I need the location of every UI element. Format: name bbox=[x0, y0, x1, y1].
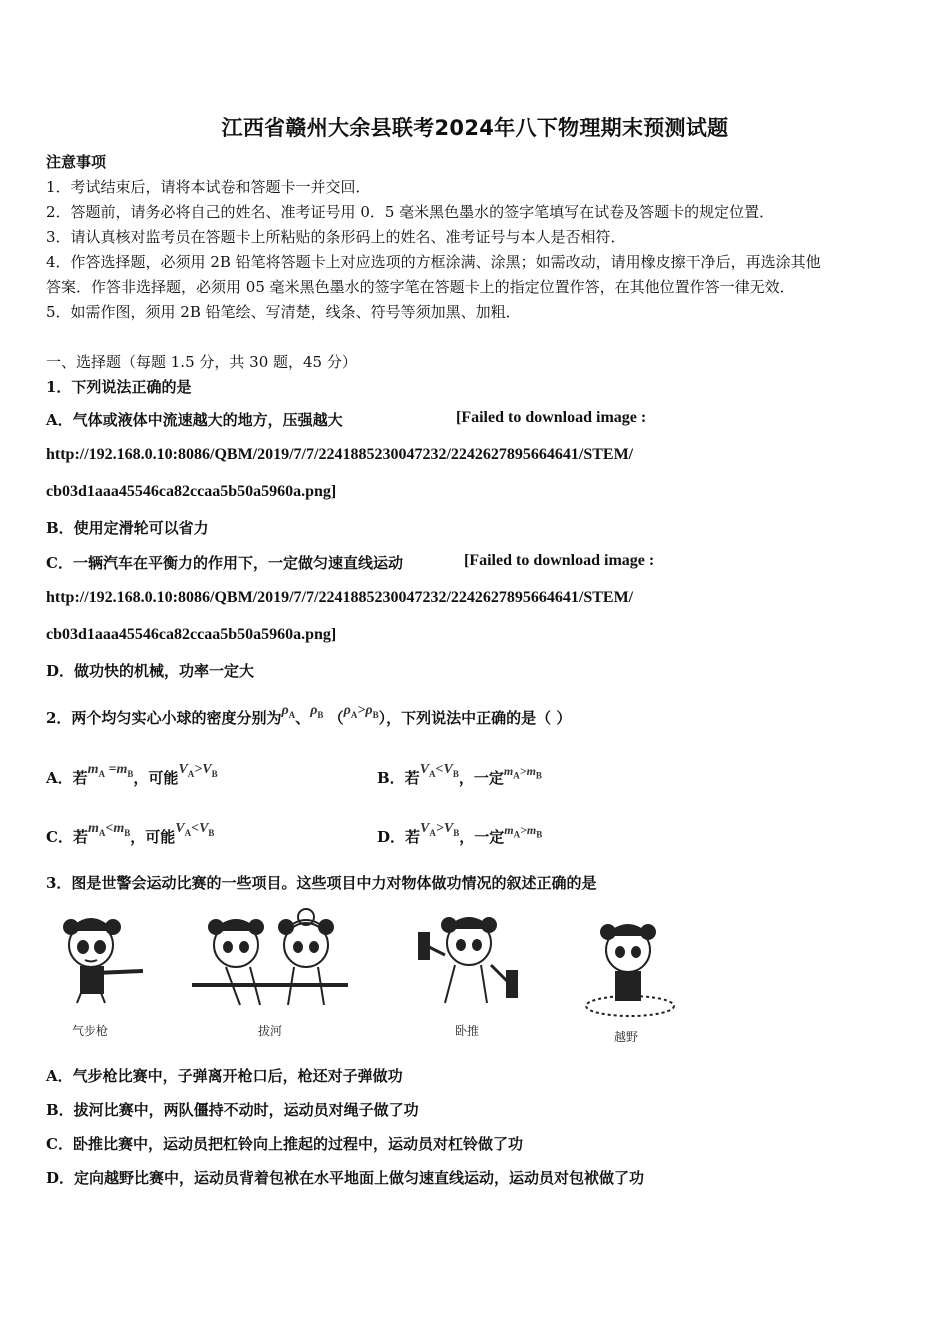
notice-item-3: 3．请认真核对监考员在答题卡上所粘贴的条形码上的姓名、准考证号与本人是否相符． bbox=[46, 228, 626, 246]
air-rifle-figure bbox=[55, 905, 145, 1005]
q3-option-d: D．定向越野比赛中，运动员背着包袱在水平地面上做匀速直线运动，运动员对包袱做了功 bbox=[46, 1169, 645, 1187]
notice-item-1: 1．考试结束后，请将本试卷和答题卡一并交回． bbox=[46, 178, 371, 196]
q2-stem: 2．两个均匀实心小球的密度分别为$\rho_A$、$\rho_B$ $(\rho_A>\rho_B)$，下列说法中正确的是（ ） bbox=[46, 703, 572, 727]
q1-option-b: B．使用定滑轮可以省力 bbox=[46, 519, 209, 537]
notice-item-5: 5．如需作图，须用 2B 铅笔绘、写清楚，线条、符号等须加黑、加粗． bbox=[46, 303, 521, 321]
caption-bench-press: 卧推 bbox=[455, 1024, 480, 1038]
q2-option-b: B．若$V_A<V_B$，一定$^{m_A>m_B}$ bbox=[377, 762, 542, 787]
caption-orienteering: 越野 bbox=[614, 1030, 639, 1044]
q1-option-a: A．气体或液体中流速越大的地方，压强越大 bbox=[46, 411, 343, 429]
page-title: 江西省赣州大余县联考2024年八下物理期末预测试题 bbox=[221, 116, 729, 140]
notice-item-4-cont: 答案．作答非选择题，必须用 05 毫米黑色墨水的签字笔在答题卡上的指定位置作答，在其他位置作答一律无效． bbox=[46, 278, 795, 296]
tug-of-war-figure bbox=[190, 905, 350, 1015]
q1-a-image-url: http://192.168.0.10:8086/QBM/2019/7/7/2241885230047232/2242627895664641/STEM/ bbox=[46, 446, 634, 463]
q1-stem: 1．下列说法正确的是 bbox=[46, 378, 192, 396]
q1-a-image-url-cont: cb03d1aaa45546ca82ccaa5b50a5960a.png] bbox=[46, 483, 337, 500]
q3-option-b: B．拔河比赛中，两队僵持不动时，运动员对绳子做了功 bbox=[46, 1101, 419, 1119]
q1-option-d: D．做功快的机械，功率一定大 bbox=[46, 662, 255, 680]
q2-option-a: A．若$m_A =m_B$，可能$V_A>V_B$ bbox=[46, 762, 218, 787]
q1-c-image-error: [Failed to download image : bbox=[464, 552, 655, 569]
q1-option-c: C．一辆汽车在平衡力的作用下，一定做匀速直线运动 bbox=[46, 554, 403, 572]
bench-press-figure bbox=[415, 905, 520, 1010]
caption-tug-of-war: 拔河 bbox=[258, 1024, 283, 1038]
q3-option-a: A．气步枪比赛中，子弹离开枪口后，枪还对子弹做功 bbox=[46, 1067, 403, 1085]
q3-option-c: C．卧推比赛中，运动员把杠铃向上推起的过程中，运动员对杠铃做了功 bbox=[46, 1135, 523, 1153]
q2-option-d: D．若$V_A>V_B$，一定$^{m_A>m_B}$ bbox=[377, 821, 543, 846]
caption-air-rifle: 气步枪 bbox=[72, 1024, 109, 1038]
q2-stem-text: 2．两个均匀实心小球的密度分别为 bbox=[46, 709, 282, 727]
notice-heading: 注意事项 bbox=[46, 153, 107, 171]
q1-c-image-url-cont: cb03d1aaa45546ca82ccaa5b50a5960a.png] bbox=[46, 626, 337, 643]
section-heading: 一、选择题（每题 1.5 分，共 30 题，45 分） bbox=[46, 353, 357, 371]
notice-item-4: 4．作答选择题，必须用 2B 铅笔将答题卡上对应选项的方框涂满、涂黑；如需改动，请用橡皮擦干净后，再选涂其他 bbox=[46, 253, 821, 271]
orienteering-figure bbox=[580, 910, 680, 1022]
q2-option-c: C．若$m_A<m_B$，可能$V_A<V_B$ bbox=[46, 821, 215, 846]
q1-a-image-error: [Failed to download image : bbox=[456, 409, 647, 426]
q3-stem: 3．图是世警会运动比赛的一些项目。这些项目中力对物体做功情况的叙述正确的是 bbox=[46, 874, 597, 892]
notice-item-2: 2．答题前，请务必将自己的姓名、准考证号用 0．5 毫米黑色墨水的签字笔填写在试卷及答题卡的规定位置． bbox=[46, 203, 775, 221]
q1-c-image-url: http://192.168.0.10:8086/QBM/2019/7/7/2241885230047232/2242627895664641/STEM/ bbox=[46, 589, 634, 606]
